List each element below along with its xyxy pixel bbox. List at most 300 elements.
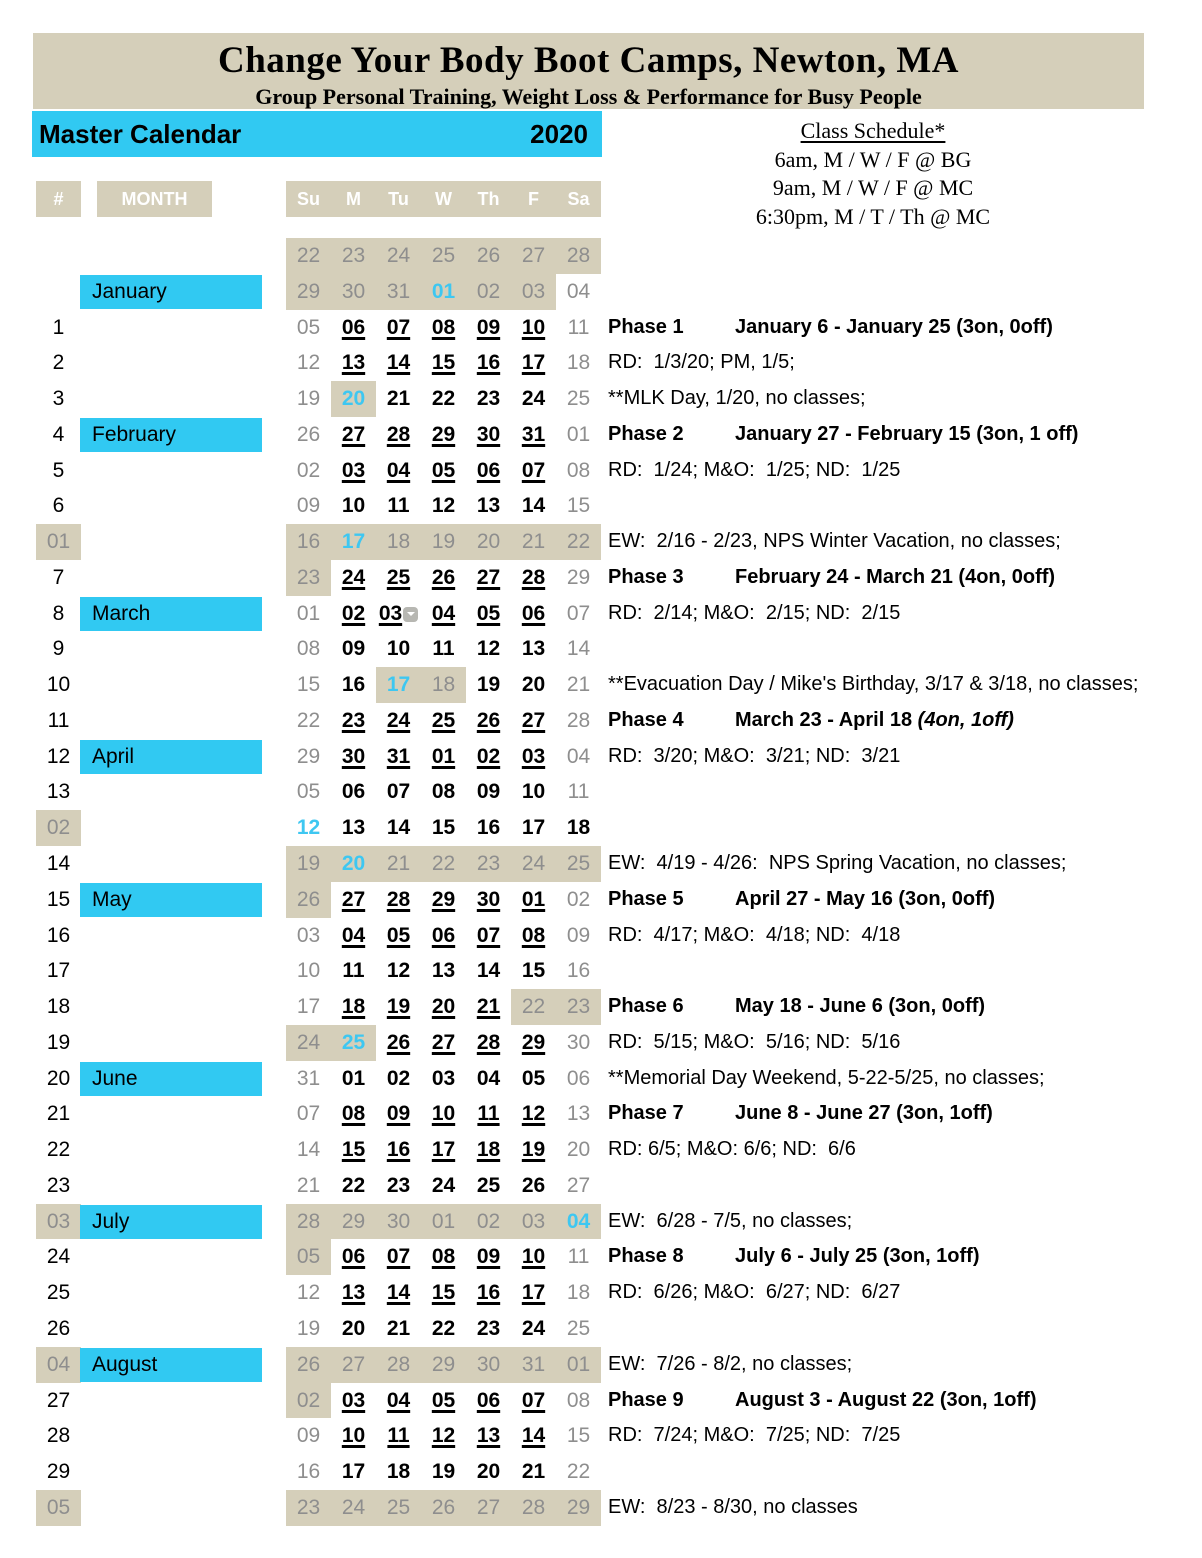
date-cell [421,488,466,524]
date-cell [556,774,601,810]
date-cell [331,1347,376,1383]
calendar-week-row [0,1490,1202,1526]
date-text: 07 [386,780,411,804]
date-cell [466,739,511,775]
date-text: 06 [431,923,456,947]
date-cell [556,1311,601,1347]
phase-range: February 24 - March 21 (4on, 0off) [735,565,1056,588]
date-text: 30 [476,422,501,446]
date-text: 21 [521,530,546,554]
date-cell [511,560,556,596]
calendar-week-row [0,238,1202,274]
phase-label: Phase 9 [608,1388,684,1411]
date-text: 28 [521,565,546,589]
date-text: 25 [431,708,456,732]
date-cell [331,989,376,1025]
date-text: 27 [341,1352,366,1376]
week-number: 26 [46,1316,71,1340]
date-text: 05 [296,315,321,339]
date-text: 20 [521,673,546,697]
date-text: 19 [296,852,321,876]
date-text: 05 [431,1388,456,1412]
week-number: 8 [52,601,65,625]
date-text: 17 [521,816,546,840]
week-number: 14 [46,852,71,876]
calendar-week-row [0,345,1202,381]
date-text: 04 [431,601,456,625]
date-cell [331,1418,376,1454]
date-cell [466,1096,511,1132]
date-text: 29 [566,565,591,589]
date-text: 23 [296,565,321,589]
date-cell [556,1347,601,1383]
calendar-week-row [0,1454,1202,1490]
weekday-header-tu: Tu [388,189,409,209]
calendar-week-row [0,417,1202,453]
date-cell [511,1204,556,1240]
date-text: 22 [296,708,321,732]
month-header: MONTH [97,181,212,217]
date-cell [376,488,421,524]
date-text: 22 [341,1173,366,1197]
date-text: 18 [566,1281,591,1305]
date-text: 18 [431,673,456,697]
weekday-header-th: Th [477,189,500,209]
date-text: 05 [431,458,456,482]
date-text: 14 [296,1138,321,1162]
date-cell [556,1239,601,1275]
calendar-banner [32,111,602,157]
off-week-badge: 02 [36,810,81,846]
date-cell [556,1168,601,1204]
date-cell [466,631,511,667]
date-cell [421,1454,466,1490]
date-text: 06 [476,1388,501,1412]
date-text: 23 [476,387,501,411]
date-text: 13 [476,1424,501,1448]
date-text: 28 [476,1030,501,1054]
note-text: RD: 6/26; M&O: 6/27; ND: 6/27 [608,1281,901,1304]
calendar-week-row [0,310,1202,346]
date-cell [511,453,556,489]
date-text: 23 [386,1173,411,1197]
date-text: 17 [341,1460,366,1484]
date-text: 26 [476,244,501,267]
date-text: 05 [296,780,321,804]
date-text: 28 [566,244,591,267]
date-cell [286,560,331,596]
date-text: 15 [431,816,456,840]
date-cell [376,1490,421,1526]
date-text: 15 [341,1138,366,1162]
date-cell [331,739,376,775]
date-cell [466,703,511,739]
date-cell [331,310,376,346]
date-text: 17 [296,995,321,1019]
date-text: 20 [476,1460,501,1484]
date-cell [421,1347,466,1383]
phase-range: April 27 - May 16 (3on, 0off) [735,887,996,910]
phase-label: Phase 7 [608,1102,684,1125]
phase-note [608,417,1078,453]
date-text: 11 [567,315,590,339]
date-text: 02 [476,279,501,303]
date-text: 11 [387,1424,410,1448]
date-text: 09 [296,494,321,518]
phase-label: Phase 4 [608,708,684,731]
date-cell [331,918,376,954]
calendar-week-row [0,274,1202,310]
date-cell [331,1204,376,1240]
date-cell [556,1204,601,1240]
note-text: RD: 2/14; M&O: 2/15; ND: 2/15 [608,601,901,624]
date-cell [331,667,376,703]
date-text: 04 [566,279,591,303]
date-cell [376,667,421,703]
week-number: 7 [52,565,65,589]
note-text: RD: 6/5; M&O: 6/6; ND: 6/6 [608,1138,856,1161]
week-number: 24 [46,1245,71,1269]
week-number: 28 [46,1424,71,1448]
date-cell [421,774,466,810]
date-cell [421,596,466,632]
phase-range: January 27 - February 15 (3on, 1 off) [735,422,1079,445]
date-text: 10 [341,1424,366,1448]
date-cell [376,1454,421,1490]
date-text: 29 [521,1030,546,1054]
date-cell [556,739,601,775]
date-cell [376,882,421,918]
note-text: **Memorial Day Weekend, 5-22-5/25, no classes; [608,1066,1045,1089]
date-cell [556,274,601,310]
date-cell [421,274,466,310]
date-cell [511,846,556,882]
date-cell [466,1132,511,1168]
date-cell [376,1311,421,1347]
date-text: 07 [476,923,501,947]
date-text: 30 [566,1030,591,1054]
date-text: 15 [431,1281,456,1305]
date-text: 06 [341,1245,366,1269]
calendar-week-row [0,596,1202,632]
date-text: 19 [386,995,411,1019]
date-cell [376,274,421,310]
date-text: 12 [431,494,456,518]
date-text: 08 [431,315,456,339]
date-cell [421,1132,466,1168]
date-cell [511,238,556,274]
date-text: 16 [296,1460,321,1484]
date-cell [421,1025,466,1061]
date-text: 27 [566,1173,591,1197]
date-cell [556,1383,601,1419]
date-cell [421,345,466,381]
date-text: 26 [431,565,456,589]
date-cell [556,846,601,882]
calendar-week-row [0,1347,1202,1383]
date-cell [511,596,556,632]
note-text: EW: 6/28 - 7/5, no classes; [608,1209,853,1232]
note-text: RD: 1/3/20; PM, 1/5; [608,351,795,374]
calendar-week-row [0,1239,1202,1275]
date-cell [331,274,376,310]
date-cell [286,1490,331,1526]
date-text: 07 [521,1388,546,1412]
date-text: 23 [341,244,366,267]
date-cell [331,1490,376,1526]
date-text: 24 [341,1495,366,1519]
date-cell [376,1347,421,1383]
date-text: 20 [341,852,366,876]
date-text: 14 [386,1281,411,1305]
date-text: 02 [341,601,366,625]
date-cell [331,453,376,489]
date-text: 02 [476,744,501,768]
date-cell [376,524,421,560]
date-text: 28 [386,1352,411,1376]
date-text: 13 [341,351,366,375]
date-cell [376,381,421,417]
date-cell [466,596,511,632]
date-text: 12 [386,959,411,983]
date-cell [511,1239,556,1275]
date-text: 24 [296,1030,321,1054]
month-label: March [80,597,262,631]
date-text: 26 [521,1173,546,1197]
week-number: 12 [46,744,71,768]
date-text: 01 [566,1352,591,1376]
date-cell [331,953,376,989]
date-text: 13 [476,494,501,518]
date-text: 19 [431,530,456,554]
week-number: 4 [52,422,65,446]
date-cell [286,1275,331,1311]
week-number: 16 [46,923,71,947]
week-number: 17 [46,959,71,983]
date-text: 22 [566,530,591,554]
date-text: 08 [431,780,456,804]
phase-label: Phase 6 [608,995,684,1018]
date-text: 26 [296,887,321,911]
date-text: 06 [341,315,366,339]
date-cell [421,739,466,775]
date-cell [376,1239,421,1275]
off-week-badge: 03 [36,1204,81,1240]
date-cell [466,810,511,846]
date-cell [376,739,421,775]
week-number: 10 [46,673,71,697]
date-text: 16 [566,959,591,983]
calendar-week-row [0,989,1202,1025]
date-text: 27 [341,887,366,911]
date-cell [421,667,466,703]
date-text: 04 [476,1066,501,1090]
date-cell [376,417,421,453]
date-cell [286,488,331,524]
phase-range: March 23 - April 18 [735,708,918,731]
date-text: 30 [341,279,366,303]
date-text: 27 [341,422,366,446]
date-cell [376,1096,421,1132]
date-cell [331,1311,376,1347]
date-cell [286,238,331,274]
date-cell [466,310,511,346]
month-label: June [80,1062,262,1096]
date-text: 09 [296,1424,321,1448]
date-text: 10 [521,315,546,339]
date-text: 03 [341,1388,366,1412]
phase-range: May 18 - June 6 (3on, 0off) [735,995,986,1018]
dropdown-icon[interactable] [403,607,418,622]
note-text: **Evacuation Day / Mike's Birthday, 3/17 & 3/18, no classes; [608,673,1139,696]
date-text: 04 [341,923,366,947]
date-cell [376,953,421,989]
date-cell [511,810,556,846]
calendar-week-row [0,1025,1202,1061]
month-label: July [80,1205,262,1239]
banner-title: Master Calendar [39,118,242,149]
calendar-week-row [0,846,1202,882]
schedule-line: 6:30pm, M / T / Th @ MC [755,203,991,229]
date-text: 21 [566,673,591,697]
date-cell [331,1025,376,1061]
date-cell [556,1454,601,1490]
calendar-week-row [0,1168,1202,1204]
date-text: 03 [521,744,546,768]
date-text: 01 [341,1066,366,1090]
date-cell [376,774,421,810]
date-text: 22 [566,1460,591,1484]
date-cell [466,560,511,596]
date-cell [286,846,331,882]
date-text: 29 [296,279,321,303]
calendar-week-row [0,1204,1202,1240]
date-cell [556,453,601,489]
date-cell [421,1418,466,1454]
date-text: 25 [386,565,411,589]
date-text: 27 [521,708,546,732]
date-cell [511,1275,556,1311]
week-number: 20 [46,1066,71,1090]
date-cell [511,1311,556,1347]
date-cell [376,989,421,1025]
date-text: 09 [476,315,501,339]
date-text: 15 [566,1424,591,1448]
date-cell [511,703,556,739]
date-text: 03 [431,1066,456,1090]
date-text: 10 [386,637,411,661]
header-band [33,33,1144,109]
date-text: 04 [566,744,591,768]
weekday-header-w: W [435,189,452,209]
schedule-line: 9am, M / W / F @ MC [772,175,974,201]
date-cell [556,1132,601,1168]
date-text: 24 [431,1173,456,1197]
date-cell [511,1490,556,1526]
date-cell [421,1096,466,1132]
date-cell [511,1096,556,1132]
date-text: 20 [566,1138,591,1162]
date-cell [286,1061,331,1097]
date-text: 26 [296,422,321,446]
date-cell [511,918,556,954]
date-cell [466,1454,511,1490]
date-cell [286,1347,331,1383]
date-text: 14 [521,1424,546,1448]
date-cell [421,560,466,596]
calendar-week-row [0,1132,1202,1168]
date-cell [511,1454,556,1490]
date-text: 28 [521,1495,546,1519]
week-number-header: # [36,181,81,217]
date-text: 20 [431,995,456,1019]
date-text: 06 [341,780,366,804]
date-text: 23 [476,1316,501,1340]
date-text: 29 [431,887,456,911]
date-cell [466,1168,511,1204]
date-text: 09 [386,1102,411,1126]
date-cell [286,596,331,632]
date-text: 21 [386,1316,411,1340]
date-text: 24 [386,244,411,267]
date-text: 18 [566,816,591,840]
date-cell [286,1383,331,1419]
date-text: 30 [476,887,501,911]
date-text: 17 [521,351,546,375]
date-text: 06 [521,601,546,625]
date-cell [286,882,331,918]
off-week-badge: 04 [36,1347,81,1383]
date-cell [376,846,421,882]
date-cell [466,953,511,989]
date-cell [331,417,376,453]
date-text: 28 [296,1209,321,1233]
date-text: 25 [341,1030,366,1054]
date-cell [376,453,421,489]
date-cell [286,1168,331,1204]
date-cell [511,1383,556,1419]
phase-note [608,560,1055,596]
note-text: RD: 1/24; M&O: 1/25; ND: 1/25 [608,458,901,481]
week-number: 3 [52,387,65,411]
date-text: 19 [296,1316,321,1340]
date-cell [466,381,511,417]
calendar-week-row [0,953,1202,989]
date-text: 31 [296,1066,321,1090]
date-text: 28 [386,887,411,911]
date-text: 05 [386,923,411,947]
date-text: 08 [566,1388,591,1412]
date-text: 18 [341,995,366,1019]
date-cell [556,524,601,560]
date-text: 31 [386,279,411,303]
date-text: 24 [341,565,366,589]
date-cell [421,631,466,667]
month-label: April [80,740,262,774]
calendar-week-row [0,524,1202,560]
week-number: 27 [46,1388,71,1412]
note-text: RD: 7/24; M&O: 7/25; ND: 7/25 [608,1424,901,1447]
date-text: 24 [521,852,546,876]
date-text: 29 [431,1352,456,1376]
date-text: 16 [386,1138,411,1162]
date-text: 07 [521,458,546,482]
date-text: 10 [341,494,366,518]
date-text: 16 [341,673,366,697]
date-cell [421,1061,466,1097]
date-cell [556,381,601,417]
date-text: 14 [386,816,411,840]
